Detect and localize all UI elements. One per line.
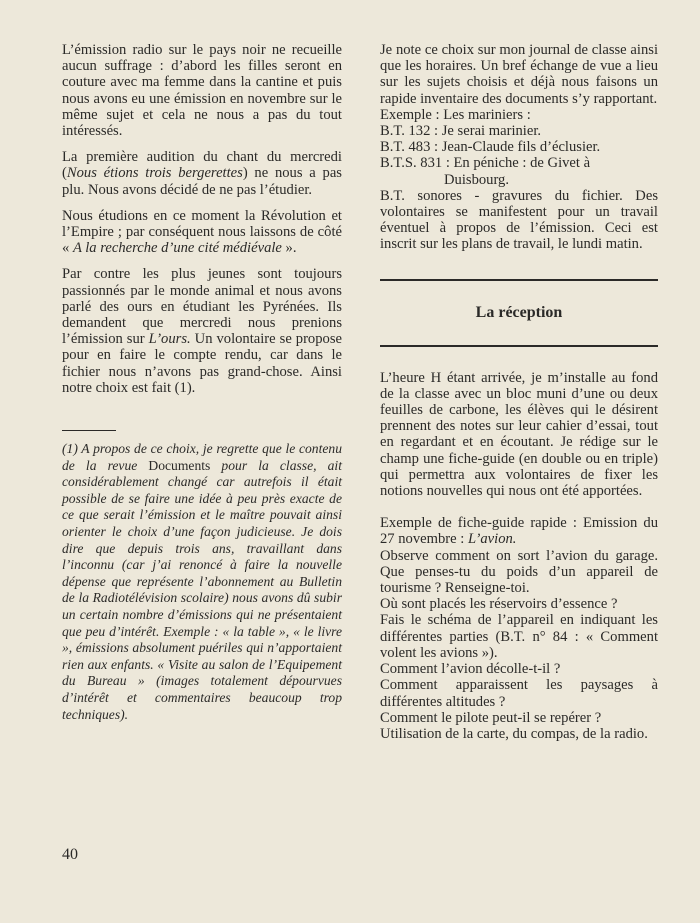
italic-title: A la recherche d’une cité médiévale xyxy=(72,240,282,257)
text: Un volontaire se propose pour en faire le compte rendu, car dans le fichier nous n’avons pas grand-chose. Ainsi notre choix est fait (1). xyxy=(62,331,342,396)
paragraph-bt-sonores xyxy=(380,188,658,253)
fiche-question: Comment apparaissent les paysages à différentes altitudes ? xyxy=(380,677,658,710)
footnote xyxy=(62,430,342,723)
example-label: Exemple : Les mariniers : xyxy=(380,106,531,123)
page-number: 40 xyxy=(62,846,78,863)
paragraph-pays-noir xyxy=(62,42,342,139)
example-item: B.T. 483 : Jean-Claude fils d’éclusier. xyxy=(380,139,601,156)
left-column xyxy=(62,42,342,723)
fiche-guide xyxy=(380,515,658,742)
text: B.T. sonores - gravures du fichier. Des volontaires se manifestent pour un travail éventuel à propos de l’émission. Ceci est inscrit sur les plans de travail, le lundi matin. xyxy=(380,187,658,253)
fiche-question: Utilisation de la carte, du compas, de la radio. xyxy=(380,725,648,742)
section-title: La réception xyxy=(475,303,563,321)
fiche-question: Comment le pilote peut-il se repérer ? xyxy=(380,709,602,726)
rule-bottom xyxy=(380,345,658,347)
text: pour la classe, ait considérablement changé car autrefois il était possible de se faire une idée à peu près exacte de ce que serait l’émission et le maître pouvait ainsi orienter le choix d’une façon judicieuse. Je dois dire que depuis trois ans, travaillant dans l’inconnu (car j’ai renoncé à faire la nouvelle dépense que représente l’abonnement au Bulletin de la Radiotélévision scolaire) nous avons dû subir un certain nombre d’émissions qui ne présentaient que peu d’intérêt. Exemple : « la table », « le livre », émissions absolument puériles qui n’apportaient rien aux enfants. « Visite au salon de l’Equipement du Bureau » (images totalement dépourvues d’intérêt et commentaires beaucoup trop techniques). xyxy=(62,457,342,722)
paragraph-ours xyxy=(62,266,342,396)
fiche-guide-intro xyxy=(380,515,658,547)
paragraph-journal xyxy=(380,42,658,107)
italic-title: Nous étions trois bergerettes xyxy=(66,165,243,182)
paragraph-heure-h xyxy=(380,370,658,500)
text: Documents xyxy=(148,457,211,473)
fiche-question: Où sont placés les réservoirs d’essence ? xyxy=(380,596,618,613)
text: L’émission radio sur le pays noir ne recueille aucun suffrage : d’abord les filles seront en couture avec ma femme dans la cantine et puis nous avons eu une émission en novembre sur le même sujet et cela ne nous a pas du tout intéressés. xyxy=(62,42,342,140)
italic-title: L’ours. xyxy=(148,331,191,348)
footnote-rule xyxy=(62,430,116,431)
text: Par contre les plus jeunes sont toujours passionnés par le monde animal et nous avons parlé des ours en étudiant les Pyrénées. Ils demandent que mercredi nous prenions l’émission sur xyxy=(62,266,342,348)
fiche-question: Observe comment on sort l’avion du garage. Que penses-tu du poids d’un appareil de tourisme ? Renseigne-toi. xyxy=(380,547,658,597)
text: (1) A propos de ce choix, je regrette que le contenu de la revue xyxy=(62,441,342,473)
text: L’heure H étant arrivée, je m’installe au fond de la classe avec un bloc muni d’une ou deux feuilles de carbone, les élèves qui le désirent prennent des notes sur leur cahier d’essai, tout en regardant et en écoutant. Je rédige sur le champ une fiche-guide (en double ou en triple) qui permettra aux volontaires de fixer les notions nouvelles qui nous ont été apportées. xyxy=(380,369,658,500)
text: Je note ce choix sur mon journal de classe ainsi que les horaires. Un bref échange de vue a lieu sur les sujets choisis et déjà nous faisons un rapide inventaire des documents s’y rapportant. xyxy=(380,42,658,107)
section-header xyxy=(380,279,658,347)
right-column xyxy=(380,42,658,742)
example-item: B.T. 132 : Je serai marinier. xyxy=(380,123,542,140)
fiche-question: Comment l’avion décolle-t-il ? xyxy=(380,661,561,678)
text: Nous étudions en ce moment la Révolution et l’Empire ; par conséquent nous laissons de côté « xyxy=(62,207,342,257)
italic-title: L’avion. xyxy=(467,531,517,548)
example-item-continued: Duisbourg. xyxy=(444,171,510,188)
text: Exemple de fiche-guide rapide : Emission du 27 novembre : xyxy=(380,515,658,548)
paragraph-revolution xyxy=(62,208,342,257)
text: ) ne nous a pas plu. Nous avons décidé de ne pas l’étudier. xyxy=(62,165,342,198)
text: La première audition du chant du mercredi ( xyxy=(62,149,342,182)
footnote-text xyxy=(62,441,342,723)
fiche-question: Fais le schéma de l’appareil en indiquant les différentes parties (B.T. n° 84 : « Comment volent les avions »). xyxy=(380,612,658,661)
text: ». xyxy=(281,240,297,257)
example-item: B.T.S. 831 : En péniche : de Givet à xyxy=(380,155,591,172)
paragraph-premiere-audition xyxy=(62,149,342,198)
